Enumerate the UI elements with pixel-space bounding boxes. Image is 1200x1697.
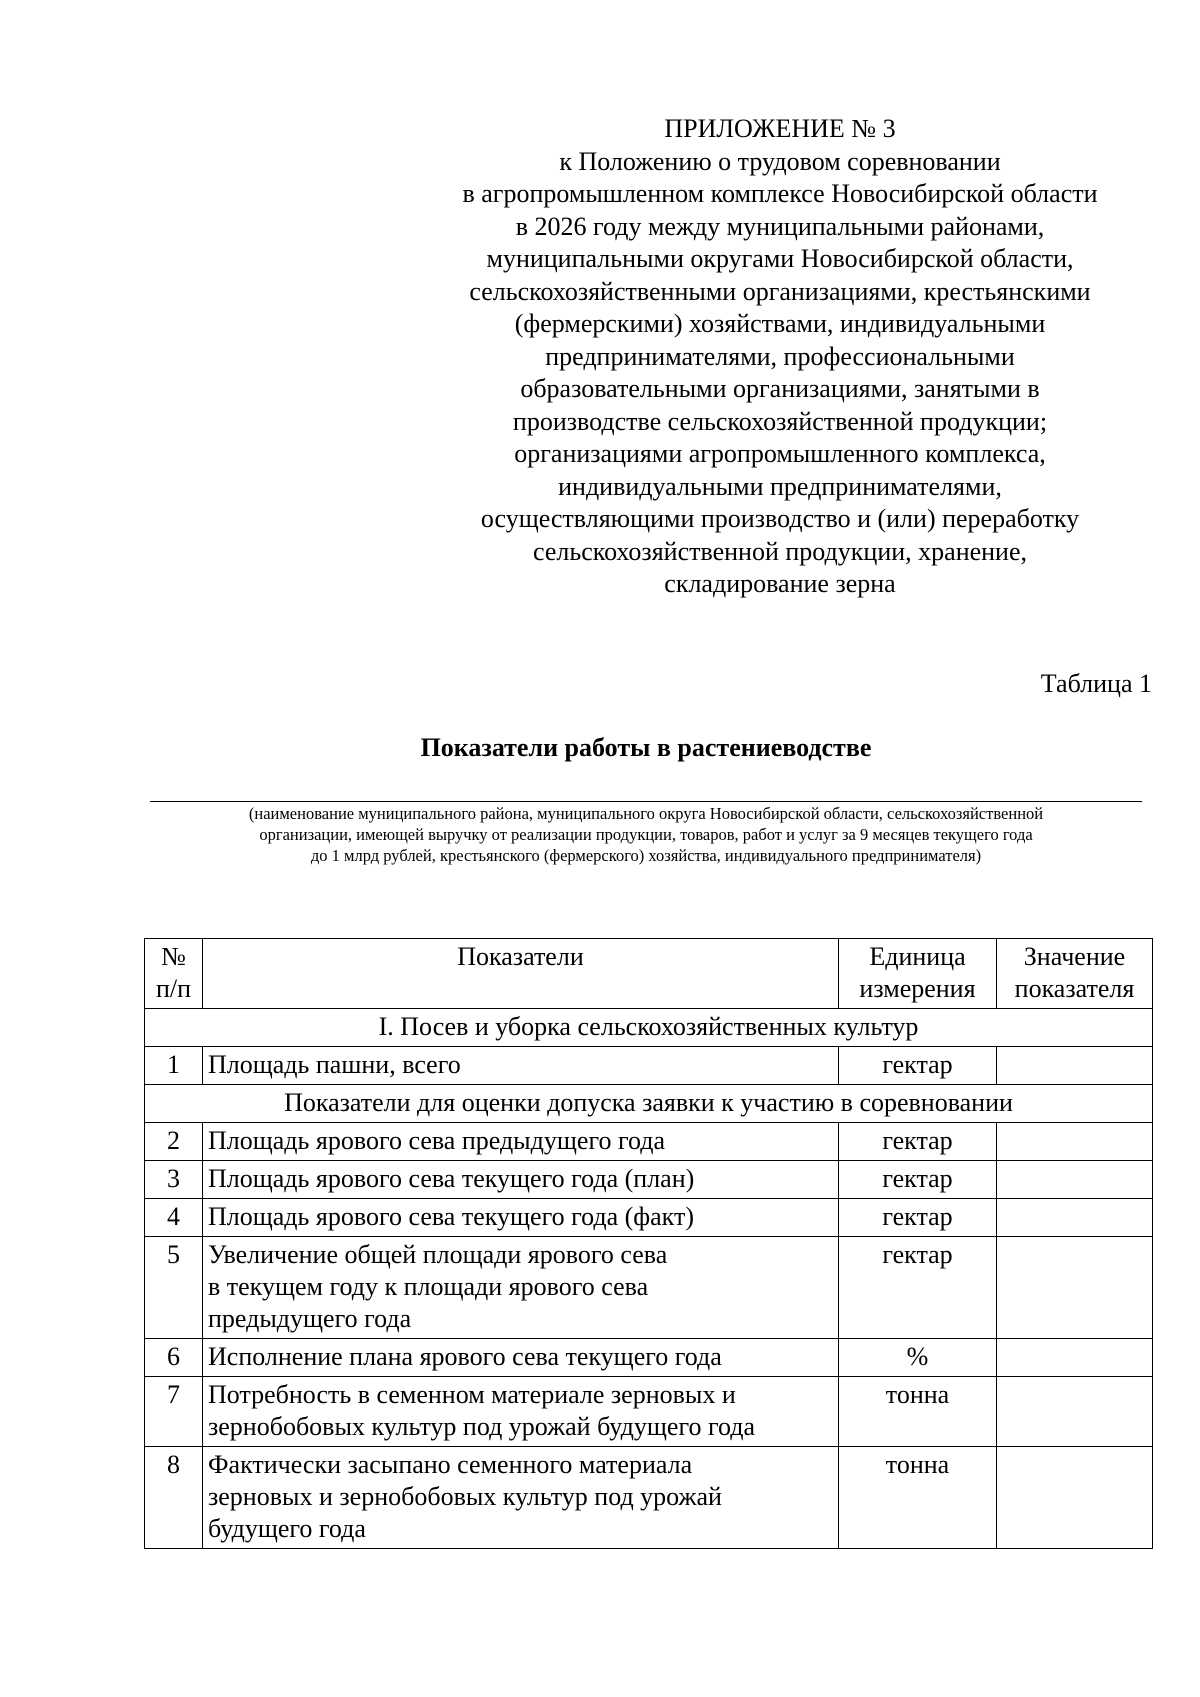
row-number: 6 bbox=[145, 1339, 203, 1377]
table-header-row bbox=[145, 939, 1153, 1009]
table-number: Таблица 1 bbox=[1040, 669, 1152, 698]
header-value bbox=[997, 939, 1153, 1009]
row-number: 4 bbox=[145, 1199, 203, 1237]
row-indicator bbox=[203, 1377, 839, 1447]
hint-line: организации, имеющей выручку от реализации продукции, товаров, работ и услуг за 9 месяцев текущего года bbox=[259, 825, 1033, 844]
table-row bbox=[145, 1123, 1153, 1161]
row-indicator-line: предыдущего года bbox=[208, 1304, 412, 1333]
row-indicator-line: Фактически засыпано семенного материала bbox=[208, 1450, 693, 1479]
hint-line: (наименование муниципального района, муниципального округа Новосибирской области, сельскохозяйственной bbox=[248, 804, 1044, 823]
appendix-line: производстве сельскохозяйственной продукции; bbox=[512, 406, 1048, 436]
hint-line: до 1 млрд рублей, крестьянского (фермерского) хозяйства, индивидуального предпринимателя) bbox=[310, 846, 982, 865]
section-row bbox=[145, 1085, 1153, 1123]
appendix-line: сельскохозяйственными организациями, крестьянскими bbox=[469, 276, 1091, 306]
header-unit-line1: Единица bbox=[869, 942, 966, 971]
row-value-cell[interactable] bbox=[997, 1199, 1153, 1237]
row-unit: гектар bbox=[839, 1047, 997, 1085]
row-value-cell[interactable] bbox=[997, 1447, 1153, 1549]
table-row bbox=[145, 1377, 1153, 1447]
row-number: 3 bbox=[145, 1161, 203, 1199]
appendix-line: к Положению о трудовом соревновании bbox=[559, 146, 1001, 176]
row-number: 7 bbox=[145, 1377, 203, 1447]
appendix-line: организациями агропромышленного комплекса, bbox=[514, 439, 1046, 468]
row-unit: % bbox=[839, 1339, 997, 1377]
appendix-line: муниципальными округами Новосибирской области, bbox=[486, 244, 1074, 273]
row-number: 2 bbox=[145, 1123, 203, 1161]
row-value-cell[interactable] bbox=[997, 1123, 1153, 1161]
row-indicator bbox=[203, 1339, 839, 1377]
header-number bbox=[145, 939, 203, 1009]
row-indicator bbox=[203, 1123, 839, 1161]
row-indicator-line: в текущем году к площади ярового сева bbox=[208, 1272, 649, 1301]
row-number: 5 bbox=[145, 1237, 203, 1339]
header-number-line1: № bbox=[161, 942, 186, 971]
appendix-title: ПРИЛОЖЕНИЕ № 3 bbox=[664, 114, 896, 143]
row-value-cell[interactable] bbox=[997, 1161, 1153, 1199]
row-unit: гектар bbox=[839, 1199, 997, 1237]
row-indicator bbox=[203, 1161, 839, 1199]
row-unit: гектар bbox=[839, 1123, 997, 1161]
appendix-block bbox=[420, 113, 1140, 601]
appendix-line: осуществляющими производство и (или) переработку bbox=[480, 504, 1080, 533]
appendix-line: в 2026 году между муниципальными районами, bbox=[515, 211, 1045, 241]
table-row bbox=[145, 1237, 1153, 1339]
row-indicator bbox=[203, 1237, 839, 1339]
row-value-cell[interactable] bbox=[997, 1377, 1153, 1447]
header-value-line2: показателя bbox=[1014, 974, 1135, 1003]
row-number: 1 bbox=[145, 1047, 203, 1085]
row-unit: гектар bbox=[839, 1161, 997, 1199]
appendix-line: образовательными организациями, занятыми в bbox=[520, 374, 1040, 403]
header-indicator: Показатели bbox=[203, 939, 839, 1009]
row-indicator-line: Увеличение общей площади ярового сева bbox=[208, 1240, 668, 1269]
row-indicator-line: будущего года bbox=[208, 1514, 366, 1543]
header-unit bbox=[839, 939, 997, 1009]
table-row bbox=[145, 1199, 1153, 1237]
appendix-line: сельскохозяйственной продукции, хранение, bbox=[532, 536, 1028, 566]
appendix-line: складирование зерна bbox=[664, 569, 896, 598]
organization-name-hint bbox=[140, 803, 1152, 866]
section-row bbox=[145, 1009, 1153, 1047]
row-indicator-line: Потребность в семенном материале зерновых и bbox=[208, 1380, 736, 1409]
table-row bbox=[145, 1447, 1153, 1549]
row-indicator-line: зернобобовых культур под урожай будущего года bbox=[208, 1412, 756, 1441]
table-row bbox=[145, 1047, 1153, 1085]
row-value-cell[interactable] bbox=[997, 1339, 1153, 1377]
section-title: I. Посев и уборка сельскохозяйственных культур bbox=[145, 1009, 1153, 1047]
table-row bbox=[145, 1161, 1153, 1199]
row-unit: тонна bbox=[839, 1377, 997, 1447]
row-value-cell[interactable] bbox=[997, 1237, 1153, 1339]
appendix-line: предпринимателями, профессиональными bbox=[545, 341, 1015, 371]
appendix-line: индивидуальными предпринимателями, bbox=[558, 471, 1002, 501]
appendix-line: в агропромышленном комплексе Новосибирской области bbox=[462, 179, 1098, 208]
row-indicator: Площадь пашни, всего bbox=[203, 1047, 839, 1085]
indicators-table bbox=[144, 938, 1153, 1549]
organization-name-line bbox=[150, 801, 1142, 802]
row-unit: гектар bbox=[839, 1237, 997, 1339]
row-value-cell[interactable] bbox=[997, 1047, 1153, 1085]
appendix-line: (фермерскими) хозяйствами, индивидуальными bbox=[514, 309, 1046, 338]
row-unit: тонна bbox=[839, 1447, 997, 1549]
row-indicator-line: Исполнение плана ярового сева текущего года bbox=[208, 1342, 722, 1371]
row-number: 8 bbox=[145, 1447, 203, 1549]
row-indicator bbox=[203, 1199, 839, 1237]
section-title: Показатели для оценки допуска заявки к участию в соревновании bbox=[145, 1085, 1153, 1123]
table-row bbox=[145, 1339, 1153, 1377]
header-unit-line2: измерения bbox=[859, 974, 976, 1003]
header-number-line2: п/п bbox=[155, 974, 192, 1003]
row-indicator-line: Площадь ярового сева предыдущего года bbox=[208, 1126, 665, 1155]
row-indicator-line: Площадь ярового сева текущего года (факт) bbox=[208, 1202, 694, 1231]
row-indicator-line: зерновых и зернобобовых культур под урожай bbox=[208, 1482, 722, 1511]
row-indicator bbox=[203, 1447, 839, 1549]
document-title: Показатели работы в растениеводстве bbox=[420, 733, 872, 762]
header-value-line1: Значение bbox=[1023, 942, 1126, 971]
row-indicator-line: Площадь ярового сева текущего года (план) bbox=[208, 1164, 695, 1193]
